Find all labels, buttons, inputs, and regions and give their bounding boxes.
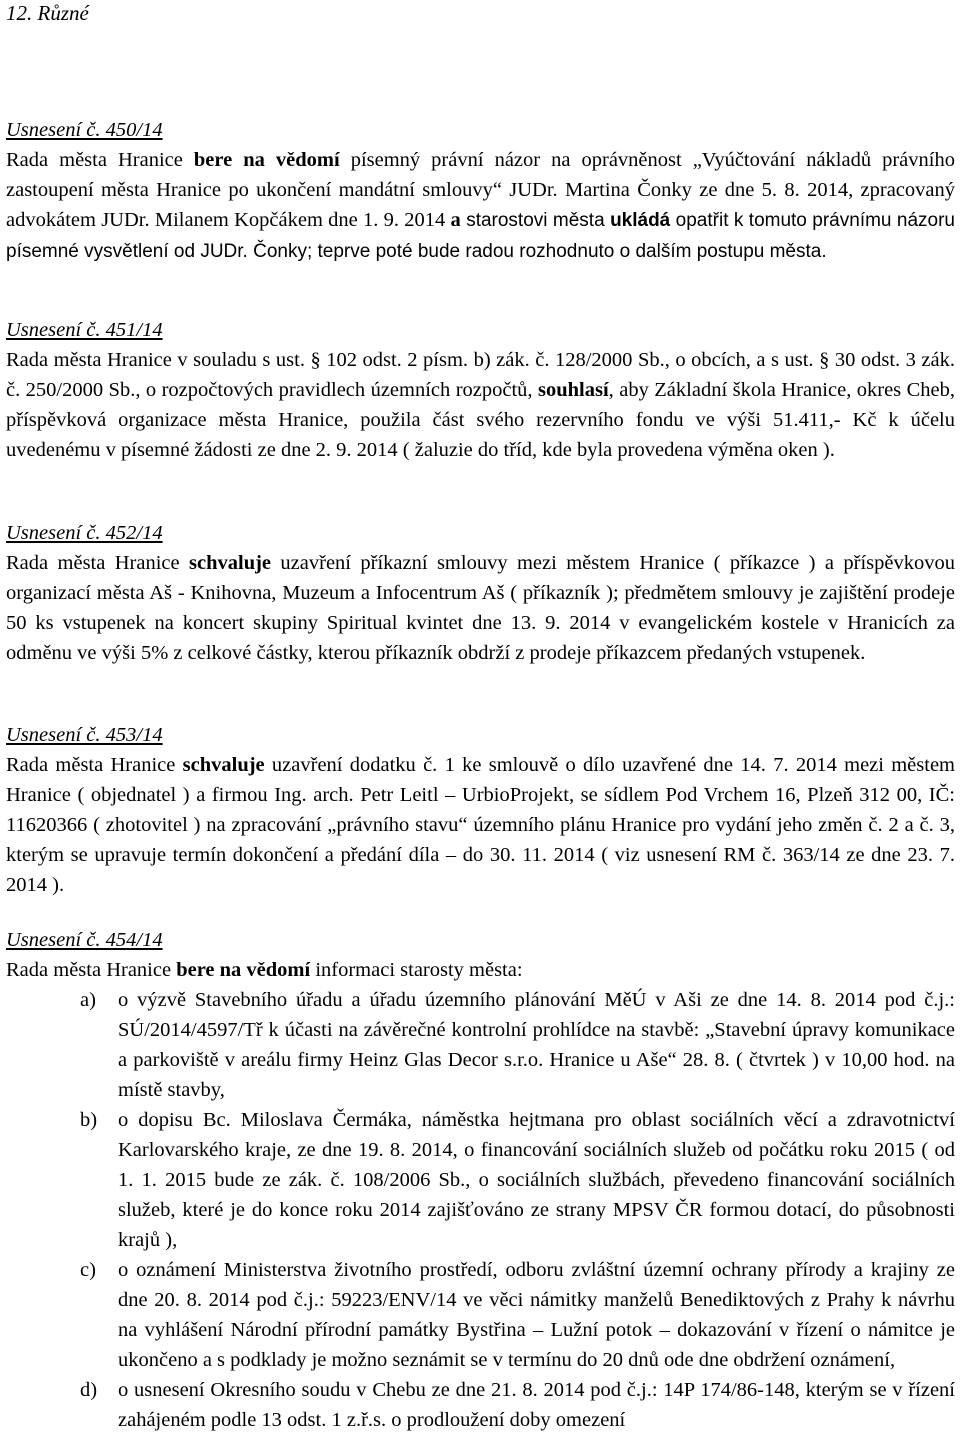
list-item	[6, 1375, 955, 1435]
resolution-heading: Usnesení č. 451/14	[6, 319, 163, 341]
list-marker: c)	[80, 1259, 96, 1281]
list-item-text: o oznámení Ministerstva životního prostředí, odboru zvláštní územní ochrany přírody a krajiny ze dne 20. 8. 2014 pod č.j.: 59223/ENV/14 ve věci námitky manželů Benediktových z Prahy k návrhu na vyhlášení Národní přírodní památky Bystřina – Lužní potok – dokazování v řízení o námitce je ukončeno a s podklady je možno seznámit se v termínu do 20 dnů ode dne obdržení oznámení,	[118, 1259, 955, 1371]
resolution-heading: Usnesení č. 450/14	[6, 119, 163, 141]
resolution-451	[6, 315, 955, 465]
list-item	[6, 1105, 955, 1255]
information-list	[6, 985, 955, 1435]
resolution-text: Rada města Hranice schvaluje uzavření dodatku č. 1 ke smlouvě o dílo uzavřené dne 14. 7. 2014 mezi městem Hranice ( objednatel ) a firmou Ing. arch. Petr Leitl – UrbioProjekt, se sídlem Pod Vrchem 16, Plzeň 312 00, IČ: 11620366 ( zhotovitel ) na zpracování „právního stavu“ územního plánu Hranice pro vydání jeho změn č. 2 a č. 3, kterým se upravuje termín dokončení a předání díla – do 30. 11. 2014 ( viz usnesení RM č. 363/14 ze dne 23. 7. 2014 ).	[6, 754, 955, 896]
resolution-heading: Usnesení č. 454/14	[6, 929, 163, 951]
resolution-text: Rada města Hranice schvaluje uzavření příkazní smlouvy mezi městem Hranice ( příkazce ) a příspěvkovou organizací města Aš - Knihovna, Muzeum a Infocentrum Aš ( příkazník ); předmětem smlouvy je zajištění prodeje 50 ks vstupenek na koncert skupiny Spiritual kvintet dne 13. 9. 2014 v evangelickém kostele v Hranicích za odměnu ve výši 5% z celkové částky, kterou příkazník obdrží z prodeje příkazcem předaných vstupenek.	[6, 552, 955, 664]
resolution-453	[6, 720, 955, 900]
resolution-454	[6, 925, 955, 1435]
resolution-heading: Usnesení č. 452/14	[6, 522, 163, 544]
resolution-text: Rada města Hranice bere na vědomí písemný právní názor na oprávněnost „Vyúčtování nákladů právního zastoupení města Hranice po ukončení mandátní smlouvy“ JUDr. Martina Čonky ze dne 5. 8. 2014, zpracovaný advokátem JUDr. Milanem Kopčákem dne 1. 9. 2014 a starostovi města ukládá opatřit k tomuto právnímu názoru písemné vysvětlení od JUDr. Čonky; teprve poté bude radou rozhodnuto o dalším postupu města.	[6, 149, 955, 262]
list-item-text: o dopisu Bc. Miloslava Čermáka, náměstka hejtmana pro oblast sociálních věcí a zdravotnictví Karlovarského kraje, ze dne 19. 8. 2014, o financování sociálních služeb od počátku roku 2015 ( od 1. 1. 2015 bude ze zák. č. 108/2006 Sb., o sociálních službách, převedeno financování sociálních služeb, které je do konce roku 2014 zajišťováno ze strany MPSV ČR formou dotací, do působnosti krajů ),	[118, 1109, 955, 1251]
list-marker: a)	[80, 989, 96, 1011]
resolution-text: Rada města Hranice v souladu s ust. § 102 odst. 2 písm. b) zák. č. 128/2000 Sb., o obcích, a s ust. § 30 odst. 3 zák. č. 250/2000 Sb., o rozpočtových pravidlech územních rozpočtů, souhlasí, aby Základní škola Hranice, okres Cheb, příspěvková organizace města Hranice, použila část svého rezervního fondu ve výši 51.411,- Kč k účelu uvedenému v písemné žádosti ze dne 2. 9. 2014 ( žaluzie do tříd, kde byla provedena výměna oken ).	[6, 349, 956, 461]
list-item	[6, 985, 955, 1105]
list-marker: b)	[80, 1109, 98, 1131]
resolution-452	[6, 518, 955, 668]
list-item	[6, 1255, 955, 1375]
section-title: 12. Různé	[6, 1, 89, 25]
list-item-text: o usnesení Okresního soudu v Chebu ze dne 21. 8. 2014 pod č.j.: 14P 174/86-148, kterým se v řízení zahájeném podle 13 odst. 1 z.ř.s. o prodloužení doby omezení	[118, 1379, 955, 1431]
list-item-text: o výzvě Stavebního úřadu a úřadu územního plánování MěÚ v Aši ze dne 14. 8. 2014 pod č.j.: SÚ/2014/4597/Tř k účasti na závěrečné kontrolní prohlídce na stavbě: „Stavební úpravy komunikace a parkoviště v areálu firmy Heinz Glas Decor s.r.o. Hranice u Aše“ 28. 8. ( čtvrtek ) v 10,00 hod. na místě stavby,	[118, 989, 955, 1101]
resolution-heading: Usnesení č. 453/14	[6, 724, 163, 746]
resolution-450	[6, 115, 955, 267]
resolution-text: Rada města Hranice bere na vědomí informaci starosty města:	[6, 959, 523, 981]
list-marker: d)	[80, 1379, 98, 1401]
